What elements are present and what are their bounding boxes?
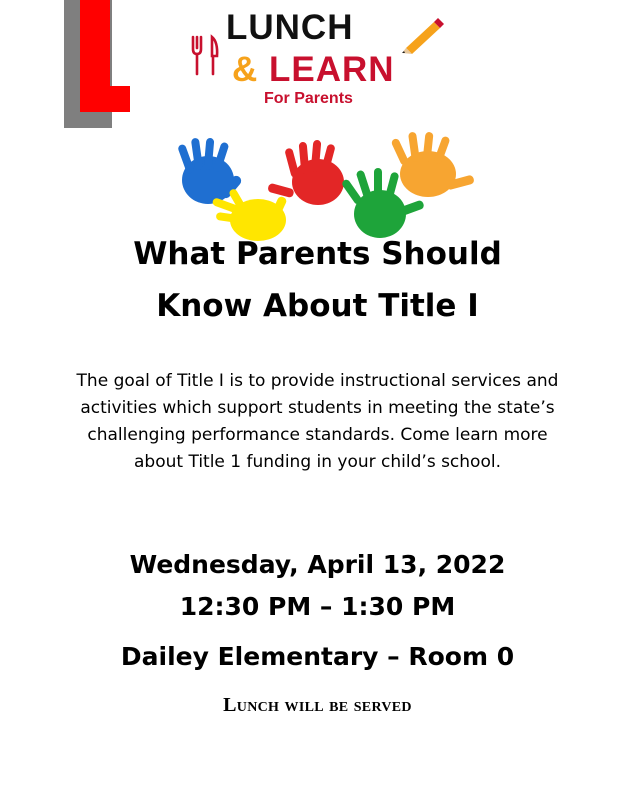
event-time: 12:30 PM – 1:30 PM (179, 592, 456, 621)
pencil-icon (398, 14, 446, 54)
event-date: Wednesday, April 13, 2022 (129, 550, 506, 579)
logo-line-lunch: LUNCH (226, 8, 354, 47)
lunch-served-note: Lunch will be served (223, 694, 412, 716)
logo-ampersand: & (232, 50, 259, 89)
corner-decoration-red-foot (80, 86, 130, 112)
title-line-1: What Parents Should (133, 236, 502, 272)
event-description: The goal of Title I is to provide instructional services and activities which support students in meeting the state’s challenging performance standards. Come learn more about Title 1 funding in your child’s school. (76, 371, 559, 472)
logo-learn-word: LEARN (269, 50, 395, 89)
logo-subtitle: For Parents (264, 90, 353, 107)
flyer-title (0, 228, 635, 332)
title-line-2: Know About Title I (156, 288, 479, 324)
fork-knife-icon (190, 34, 220, 76)
red-hand (267, 140, 344, 205)
logo-line-learn (232, 52, 395, 87)
event-location: Dailey Elementary – Room 0 (120, 642, 515, 671)
orange-hand (390, 132, 474, 197)
